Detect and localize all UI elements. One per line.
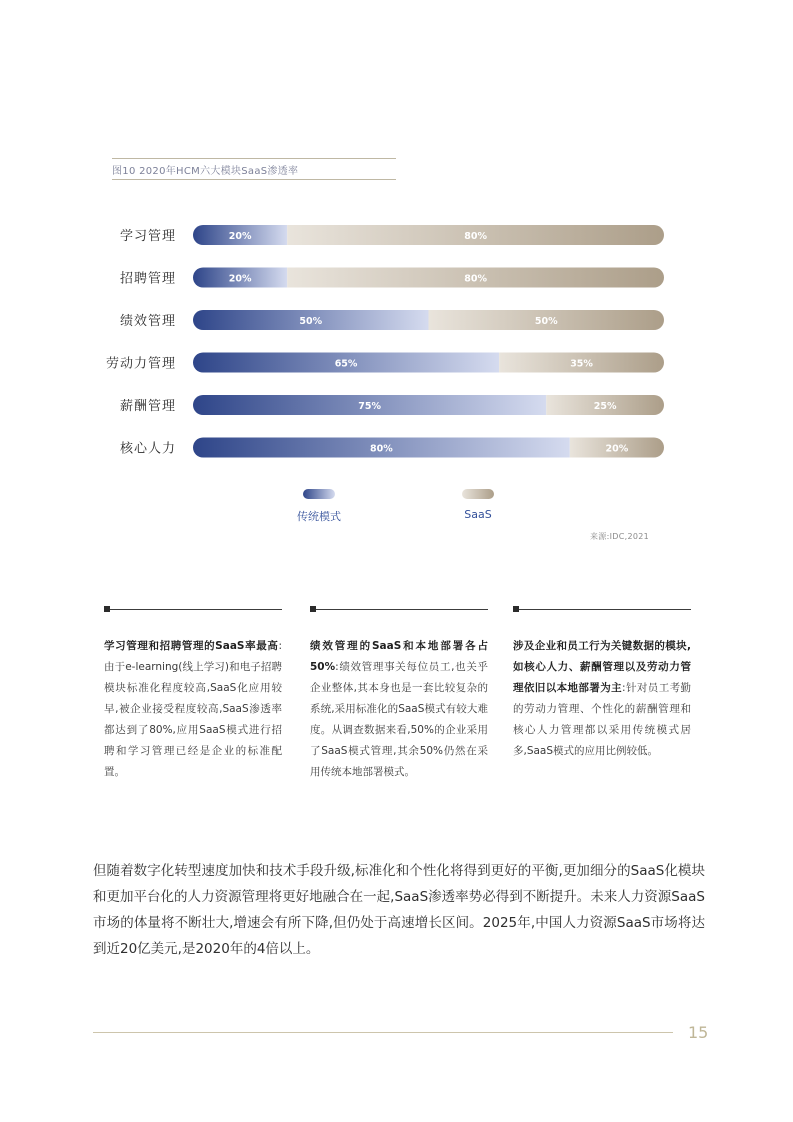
- value-label-traditional: 20%: [228, 231, 252, 242]
- legend-item-saas: [438, 489, 518, 521]
- value-label-saas: 25%: [593, 401, 617, 412]
- figure-header: [112, 158, 396, 180]
- bar-row: [193, 268, 664, 288]
- stacked-bar-chart: [0, 205, 793, 465]
- column-lead: 绩效管理的SaaS和本地部署各占50%: [310, 640, 488, 673]
- value-label-traditional: 80%: [370, 443, 393, 455]
- bar-row: [193, 353, 664, 373]
- bar-row: [193, 438, 664, 458]
- column-lead: 涉及企业和员工行为关键数据的模块,如核心人力、薪酬管理以及劳动力管理依旧以本地部署为主: [513, 640, 691, 694]
- category-label: 学习管理: [119, 229, 176, 244]
- column-rule: [310, 609, 488, 610]
- column-paragraph: [310, 636, 488, 783]
- column-text: :绩效管理事关每位员工,也关乎企业整体,其本身也是一套比较复杂的系统,采用标准化的SaaS模式有较大难度。从调查数据来看,50%的企业采用了SaaS模式管理,其余50%仍然在采用传统本地部署模式。: [310, 661, 488, 778]
- value-label-saas: 35%: [570, 358, 593, 370]
- column-paragraph: [104, 636, 282, 783]
- value-label-traditional: 50%: [299, 316, 323, 327]
- value-label-traditional: 75%: [358, 401, 381, 412]
- bar-row: [193, 310, 664, 330]
- category-label: 核心人力: [119, 441, 176, 457]
- category-label: 招聘管理: [119, 271, 176, 287]
- category-label: 绩效管理: [119, 314, 176, 329]
- column-rule: [104, 609, 282, 610]
- column-bullet: [513, 606, 519, 612]
- category-label: 薪酬管理: [119, 399, 176, 414]
- legend-label-saas: SaaS: [464, 508, 492, 521]
- legend-swatch-traditional: [303, 489, 335, 499]
- column-bullet: [310, 606, 316, 612]
- value-label-saas: 80%: [464, 273, 487, 285]
- column-lead: 学习管理和招聘管理的SaaS率最高: [104, 640, 279, 652]
- value-label-traditional: 20%: [228, 273, 252, 285]
- legend-label-traditional: 传统模式: [297, 510, 341, 523]
- figure-header-bottom-rule: [112, 179, 396, 180]
- value-label-saas: 80%: [464, 231, 487, 242]
- column-text: :由于e-learning(线上学习)和电子招聘模块标准化程度较高,SaaS化应用较早,被企业接受程度较高,SaaS渗透率都达到了80%,应用SaaS模式进行招聘和学习管理已经是企业的标准配置。: [104, 640, 282, 778]
- value-label-saas: 20%: [605, 443, 629, 455]
- legend-item-traditional: [279, 489, 359, 524]
- legend-swatch-saas: [462, 489, 494, 499]
- value-label-saas: 50%: [534, 316, 558, 327]
- category-label: 劳动力管理: [105, 356, 176, 372]
- footer-rule: [93, 1032, 673, 1033]
- figure-header-top-rule: [112, 158, 396, 159]
- figure-title: 图10 2020年HCM六大模块SaaS渗透率: [112, 166, 299, 177]
- body-paragraph: 但随着数字化转型速度加快和技术手段升级,标准化和个性化将得到更好的平衡,更加细分的SaaS化模块和更加平台化的人力资源管理将更好地融合在一起,SaaS渗透率势必得到不断提升。未来人力资源SaaS市场的体量将不断壮大,增速会有所下降,但仍处于高速增长区间。2025年,中国人力资源SaaS市场将达到近20亿美元,是2020年的4倍以上。: [93, 863, 705, 957]
- figure-source: 来源:IDC,2021: [590, 532, 650, 541]
- column-rule: [513, 609, 691, 610]
- column-text: :针对员工考勤的劳动力管理、个性化的薪酬管理和核心人力管理都以采用传统模式居多,SaaS模式的应用比例较低。: [513, 682, 692, 757]
- bar-row: [193, 225, 664, 245]
- column-paragraph: [513, 636, 691, 762]
- page-number: 15: [688, 1023, 709, 1042]
- column-bullet: [104, 606, 110, 612]
- value-label-traditional: 65%: [334, 358, 358, 370]
